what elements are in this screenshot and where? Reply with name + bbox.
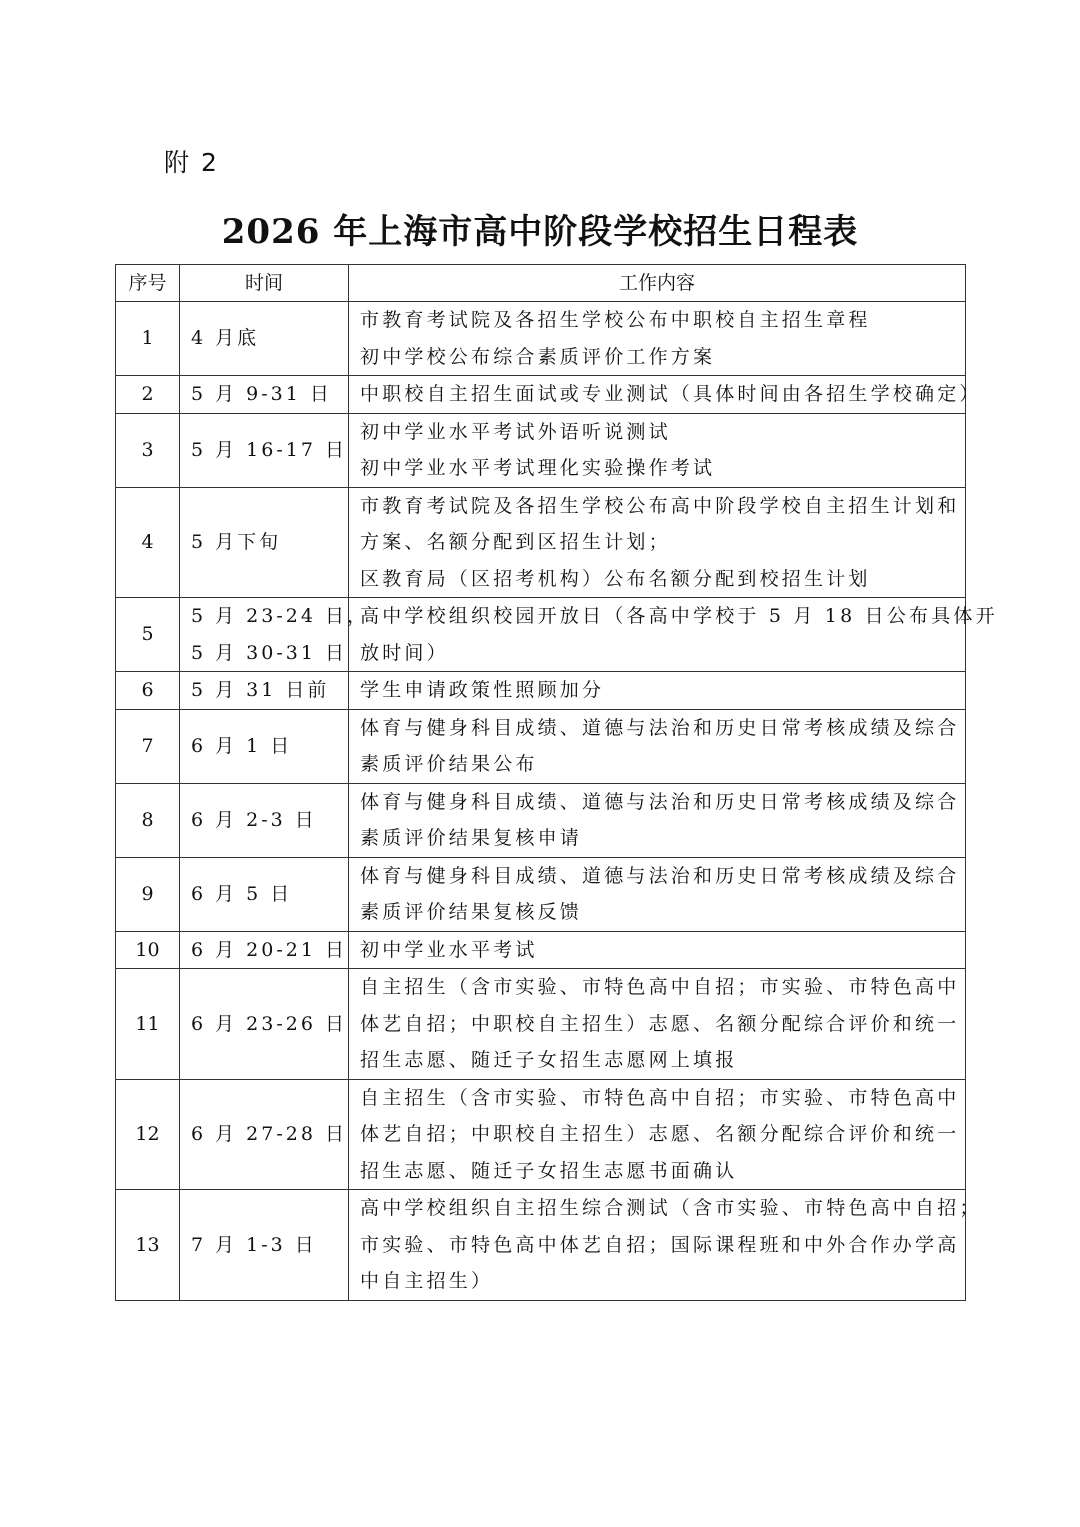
header-content: 工作内容: [349, 265, 966, 302]
content-line: 体艺自招；中职校自主招生）志愿、名额分配综合评价和统一: [360, 1012, 960, 1035]
row-number: 9: [116, 857, 180, 931]
content-line: 初中学校公布综合素质评价工作方案: [360, 345, 716, 368]
row-content: [349, 709, 966, 783]
header-time: 时间: [180, 265, 349, 302]
time-line: 6 月 27-28 日: [191, 1123, 347, 1145]
content-line: 放时间）: [360, 641, 449, 664]
time-line: 6 月 5 日: [191, 882, 293, 905]
row-time: [180, 487, 349, 598]
time-line: 5 月下旬: [191, 531, 282, 553]
content-line: 高中学校组织校园开放日（各高中学校于 5 月 18 日公布具体开: [360, 605, 998, 627]
row-content: [349, 1079, 966, 1190]
row-content: [349, 857, 966, 931]
row-number: 5: [116, 598, 180, 672]
content-line: 初中学业水平考试外语听说测试: [360, 420, 671, 443]
row-time: [180, 598, 369, 672]
table-row: [116, 598, 966, 672]
row-time: [180, 1079, 349, 1190]
row-content: [349, 376, 982, 414]
row-content: [349, 783, 966, 857]
time-line: 5 月 31 日前: [191, 679, 330, 701]
row-number: 8: [116, 783, 180, 857]
table-row: [116, 672, 966, 710]
row-content: [349, 969, 966, 1080]
row-number: 4: [116, 487, 180, 598]
table-row: [116, 709, 966, 783]
header-num: 序号: [116, 265, 180, 302]
content-line: 体育与健身科目成绩、道德与法治和历史日常考核成绩及综合: [360, 790, 960, 813]
row-time: [180, 783, 349, 857]
content-line: 中自主招生）: [360, 1270, 494, 1292]
table-row: [116, 413, 966, 487]
time-line: 6 月 2-3 日: [191, 808, 317, 831]
content-line: 区教育局（区招考机构）公布名额分配到校招生计划: [360, 567, 871, 590]
time-line: 6 月 1 日: [191, 734, 293, 757]
content-line: 自主招生（含市实验、市特色高中自招；市实验、市特色高中: [360, 976, 960, 998]
content-line: 初中学业水平考试理化实验操作考试: [360, 457, 716, 479]
content-line: 体育与健身科目成绩、道德与法治和历史日常考核成绩及综合: [360, 864, 960, 887]
row-number: 12: [116, 1079, 180, 1190]
time-line: 6 月 20-21 日: [191, 938, 347, 961]
content-line: 体育与健身科目成绩、道德与法治和历史日常考核成绩及综合: [360, 716, 960, 739]
row-content: [349, 302, 966, 376]
table-row: [116, 1079, 966, 1190]
content-line: 市教育考试院及各招生学校公布高中阶段学校自主招生计划和: [360, 494, 960, 517]
schedule-table: [115, 264, 998, 1301]
content-line: 高中学校组织自主招生综合测试（含市实验、市特色高中自招；: [360, 1197, 982, 1219]
row-number: 10: [116, 931, 180, 969]
content-line: 招生志愿、随迁子女招生志愿网上填报: [360, 1049, 738, 1071]
time-line: 7 月 1-3 日: [191, 1233, 317, 1256]
content-line: 体艺自招；中职校自主招生）志愿、名额分配综合评价和统一: [360, 1123, 960, 1145]
time-line: 5 月 16-17 日: [191, 438, 347, 461]
table-row: [116, 376, 966, 414]
row-content: [349, 487, 966, 598]
content-line: 方案、名额分配到区招生计划；: [360, 531, 671, 553]
row-time: [180, 413, 349, 487]
content-line: 市教育考试院及各招生学校公布中职校自主招生章程: [360, 309, 871, 331]
table-header-row: [116, 265, 966, 302]
row-time: [180, 672, 349, 710]
row-time: [180, 1190, 349, 1301]
row-time: [180, 969, 349, 1080]
row-time: [180, 376, 349, 414]
content-line: 素质评价结果复核反馈: [360, 901, 583, 923]
table-row: [116, 1190, 966, 1301]
content-line: 学生申请政策性照顾加分: [360, 679, 605, 701]
row-number: 2: [116, 376, 180, 414]
row-content: [349, 672, 966, 710]
row-content: [349, 1190, 982, 1301]
row-number: 6: [116, 672, 180, 710]
row-time: [180, 857, 349, 931]
row-content: [349, 413, 966, 487]
table-row: [116, 857, 966, 931]
row-time: [180, 302, 349, 376]
table-row: [116, 969, 966, 1080]
row-number: 11: [116, 969, 180, 1080]
content-line: 自主招生（含市实验、市特色高中自招；市实验、市特色高中: [360, 1086, 960, 1109]
time-line: 5 月 23-24 日，: [191, 605, 369, 627]
row-time: [180, 931, 349, 969]
table-row: [116, 302, 966, 376]
row-time: [180, 709, 349, 783]
table-row: [116, 783, 966, 857]
time-line: 4 月底: [191, 327, 260, 350]
content-line: 中职校自主招生面试或专业测试（具体时间由各招生学校确定）: [360, 383, 982, 405]
row-number: 1: [116, 302, 180, 376]
content-line: 初中学业水平考试: [360, 938, 538, 961]
time-line: 5 月 9-31 日: [191, 383, 332, 405]
content-line: 素质评价结果复核申请: [360, 827, 583, 849]
content-line: 市实验、市特色高中体艺自招；国际课程班和中外合作办学高: [360, 1233, 960, 1256]
table-row: [116, 487, 966, 598]
time-line: 5 月 30-31 日: [191, 641, 347, 664]
row-number: 13: [116, 1190, 180, 1301]
row-content: [349, 931, 966, 969]
row-number: 3: [116, 413, 180, 487]
content-line: 招生志愿、随迁子女招生志愿书面确认: [360, 1159, 738, 1182]
page-title: 2026 年上海市高中阶段学校招生日程表: [221, 212, 859, 252]
content-line: 素质评价结果公布: [360, 753, 538, 775]
row-content: [349, 598, 998, 672]
time-line: 6 月 23-26 日: [191, 1012, 347, 1035]
row-number: 7: [116, 709, 180, 783]
table-row: [116, 931, 966, 969]
appendix-label: 附 2: [164, 148, 219, 177]
